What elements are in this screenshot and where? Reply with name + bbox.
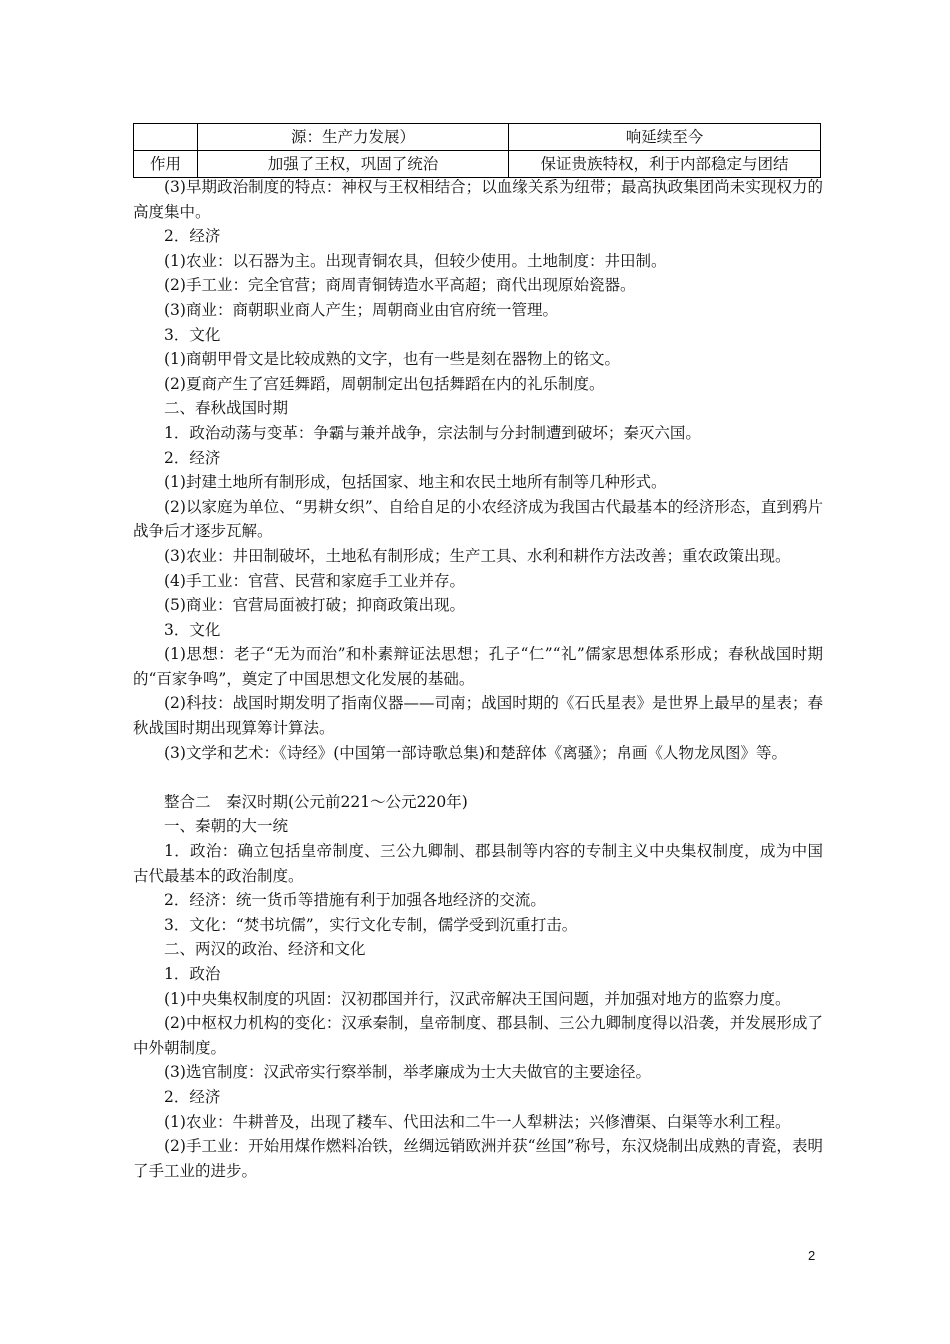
- paragraph: (3)农业：井田制破坏，土地私有制形成；生产工具、水利和耕作方法改善；重农政策出现。: [164, 546, 791, 565]
- paragraph: (3)选官制度：汉武帝实行察举制，举孝廉成为士大夫做官的主要途径。: [164, 1063, 651, 1082]
- paragraph: (1)封建土地所有制形成，包括国家、地主和农民土地所有制等几种形式。: [164, 473, 667, 492]
- chapter-title: 整合二 秦汉时期(公元前221～公元220年): [164, 792, 468, 811]
- paragraph: (4)手工业：官营、民营和家庭手工业并存。: [164, 571, 465, 590]
- table-cell: 保证贵族特权，利于内部稳定与团结: [509, 151, 821, 178]
- paragraph: (2)科技：战国时期发明了指南仪器——司南；战国时期的《石氏星表》是世界上最早的星表；春秋战国时期出现算筹计算法。: [133, 694, 823, 738]
- paragraph: 1．政治：确立包括皇帝制度、三公九卿制、郡县制等内容的专制主义中央集权制度，成为中国古代最基本的政治制度。: [133, 842, 823, 885]
- paragraph: 2．经济: [164, 227, 221, 246]
- table-cell: 响延续至今: [509, 124, 821, 151]
- paragraph: (1)中央集权制度的巩固：汉初郡国并行，汉武帝解决王国问题，并加强对地方的监察力度。: [164, 989, 791, 1008]
- section-heading: 1．政治: [164, 965, 221, 983]
- paragraph: 2．经济：统一货币等措施有利于加强各地经济的交流。: [164, 891, 546, 910]
- section-heading: 3．文化: [164, 325, 221, 344]
- paragraph: (5)商业：官营局面被打破；抑商政策出现。: [164, 596, 465, 615]
- table-cell: 加强了王权，巩固了统治: [198, 151, 509, 178]
- paragraph: (2)夏商产生了宫廷舞蹈，周朝制定出包括舞蹈在内的礼乐制度。: [164, 374, 605, 393]
- table-cell: [134, 124, 198, 151]
- paragraph: (1)思想：老子“无为而治”和朴素辩证法思想；孔子“仁”“礼”儒家思想体系形成；春秋战国时期的“百家争鸣”，奠定了中国思想文化发展的基础。: [133, 645, 823, 688]
- paragraph: (2)以家庭为单位、“男耕女织”、自给自足的小农经济成为我国古代最基本的经济形态，直到鸦片战争后才逐步瓦解。: [133, 497, 823, 541]
- table-cell: 源：生产力发展）: [198, 124, 509, 151]
- paragraph: (2)手工业：开始用煤作燃料冶铁，丝绸远销欧洲并获“丝国”称号，东汉烧制出成熟的青瓷，表明了手工业的进步。: [133, 1137, 823, 1180]
- summary-table: [133, 123, 821, 178]
- section-heading: 二、春秋战国时期: [164, 399, 289, 418]
- paragraph: (3)早期政治制度的特点：神权与王权相结合；以血缘关系为纽带；最高执政集团尚未实现权力的高度集中。: [133, 178, 823, 221]
- document-body: [133, 175, 823, 1183]
- page-number: 2: [808, 1248, 816, 1263]
- section-heading: 3．文化: [164, 620, 221, 639]
- paragraph: (1)商朝甲骨文是比较成熟的文字，也有一些是刻在器物上的铭文。: [164, 350, 620, 369]
- paragraph: (1)农业：牛耕普及，出现了耧车、代田法和二牛一人犁耕法；兴修漕渠、白渠等水利工程。: [164, 1112, 791, 1131]
- section-heading: 一、秦朝的大一统: [164, 817, 289, 836]
- paragraph: (3)商业：商朝职业商人产生；周朝商业由官府统一管理。: [164, 300, 558, 319]
- table-cell: 作用: [134, 151, 198, 178]
- paragraph: (2)手工业：完全官营；商周青铜铸造水平高超；商代出现原始瓷器。: [164, 276, 636, 295]
- section-heading: 2．经济: [164, 448, 221, 467]
- paragraph: 3．文化：“焚书坑儒”，实行文化专制，儒学受到沉重打击。: [164, 915, 578, 934]
- table-row: [134, 151, 821, 178]
- section-heading: 2．经济: [164, 1087, 221, 1106]
- paragraph: (2)中枢权力机构的变化：汉承秦制，皇帝制度、郡县制、三公九卿制度得以沿袭，并发展形成了中外朝制度。: [133, 1014, 823, 1057]
- paragraph: (3)文学和艺术：《诗经》(中国第一部诗歌总集)和楚辞体《离骚》；帛画《人物龙凤图》等。: [164, 743, 788, 762]
- section-heading: 二、两汉的政治、经济和文化: [164, 940, 366, 959]
- table-row: [134, 124, 821, 151]
- paragraph: 1．政治动荡与变革：争霸与兼并战争，宗法制与分封制遭到破坏；秦灭六国。: [164, 423, 701, 442]
- paragraph: (1)农业：以石器为主。出现青铜农具，但较少使用。土地制度：井田制。: [164, 251, 667, 270]
- blank-line: [133, 765, 823, 790]
